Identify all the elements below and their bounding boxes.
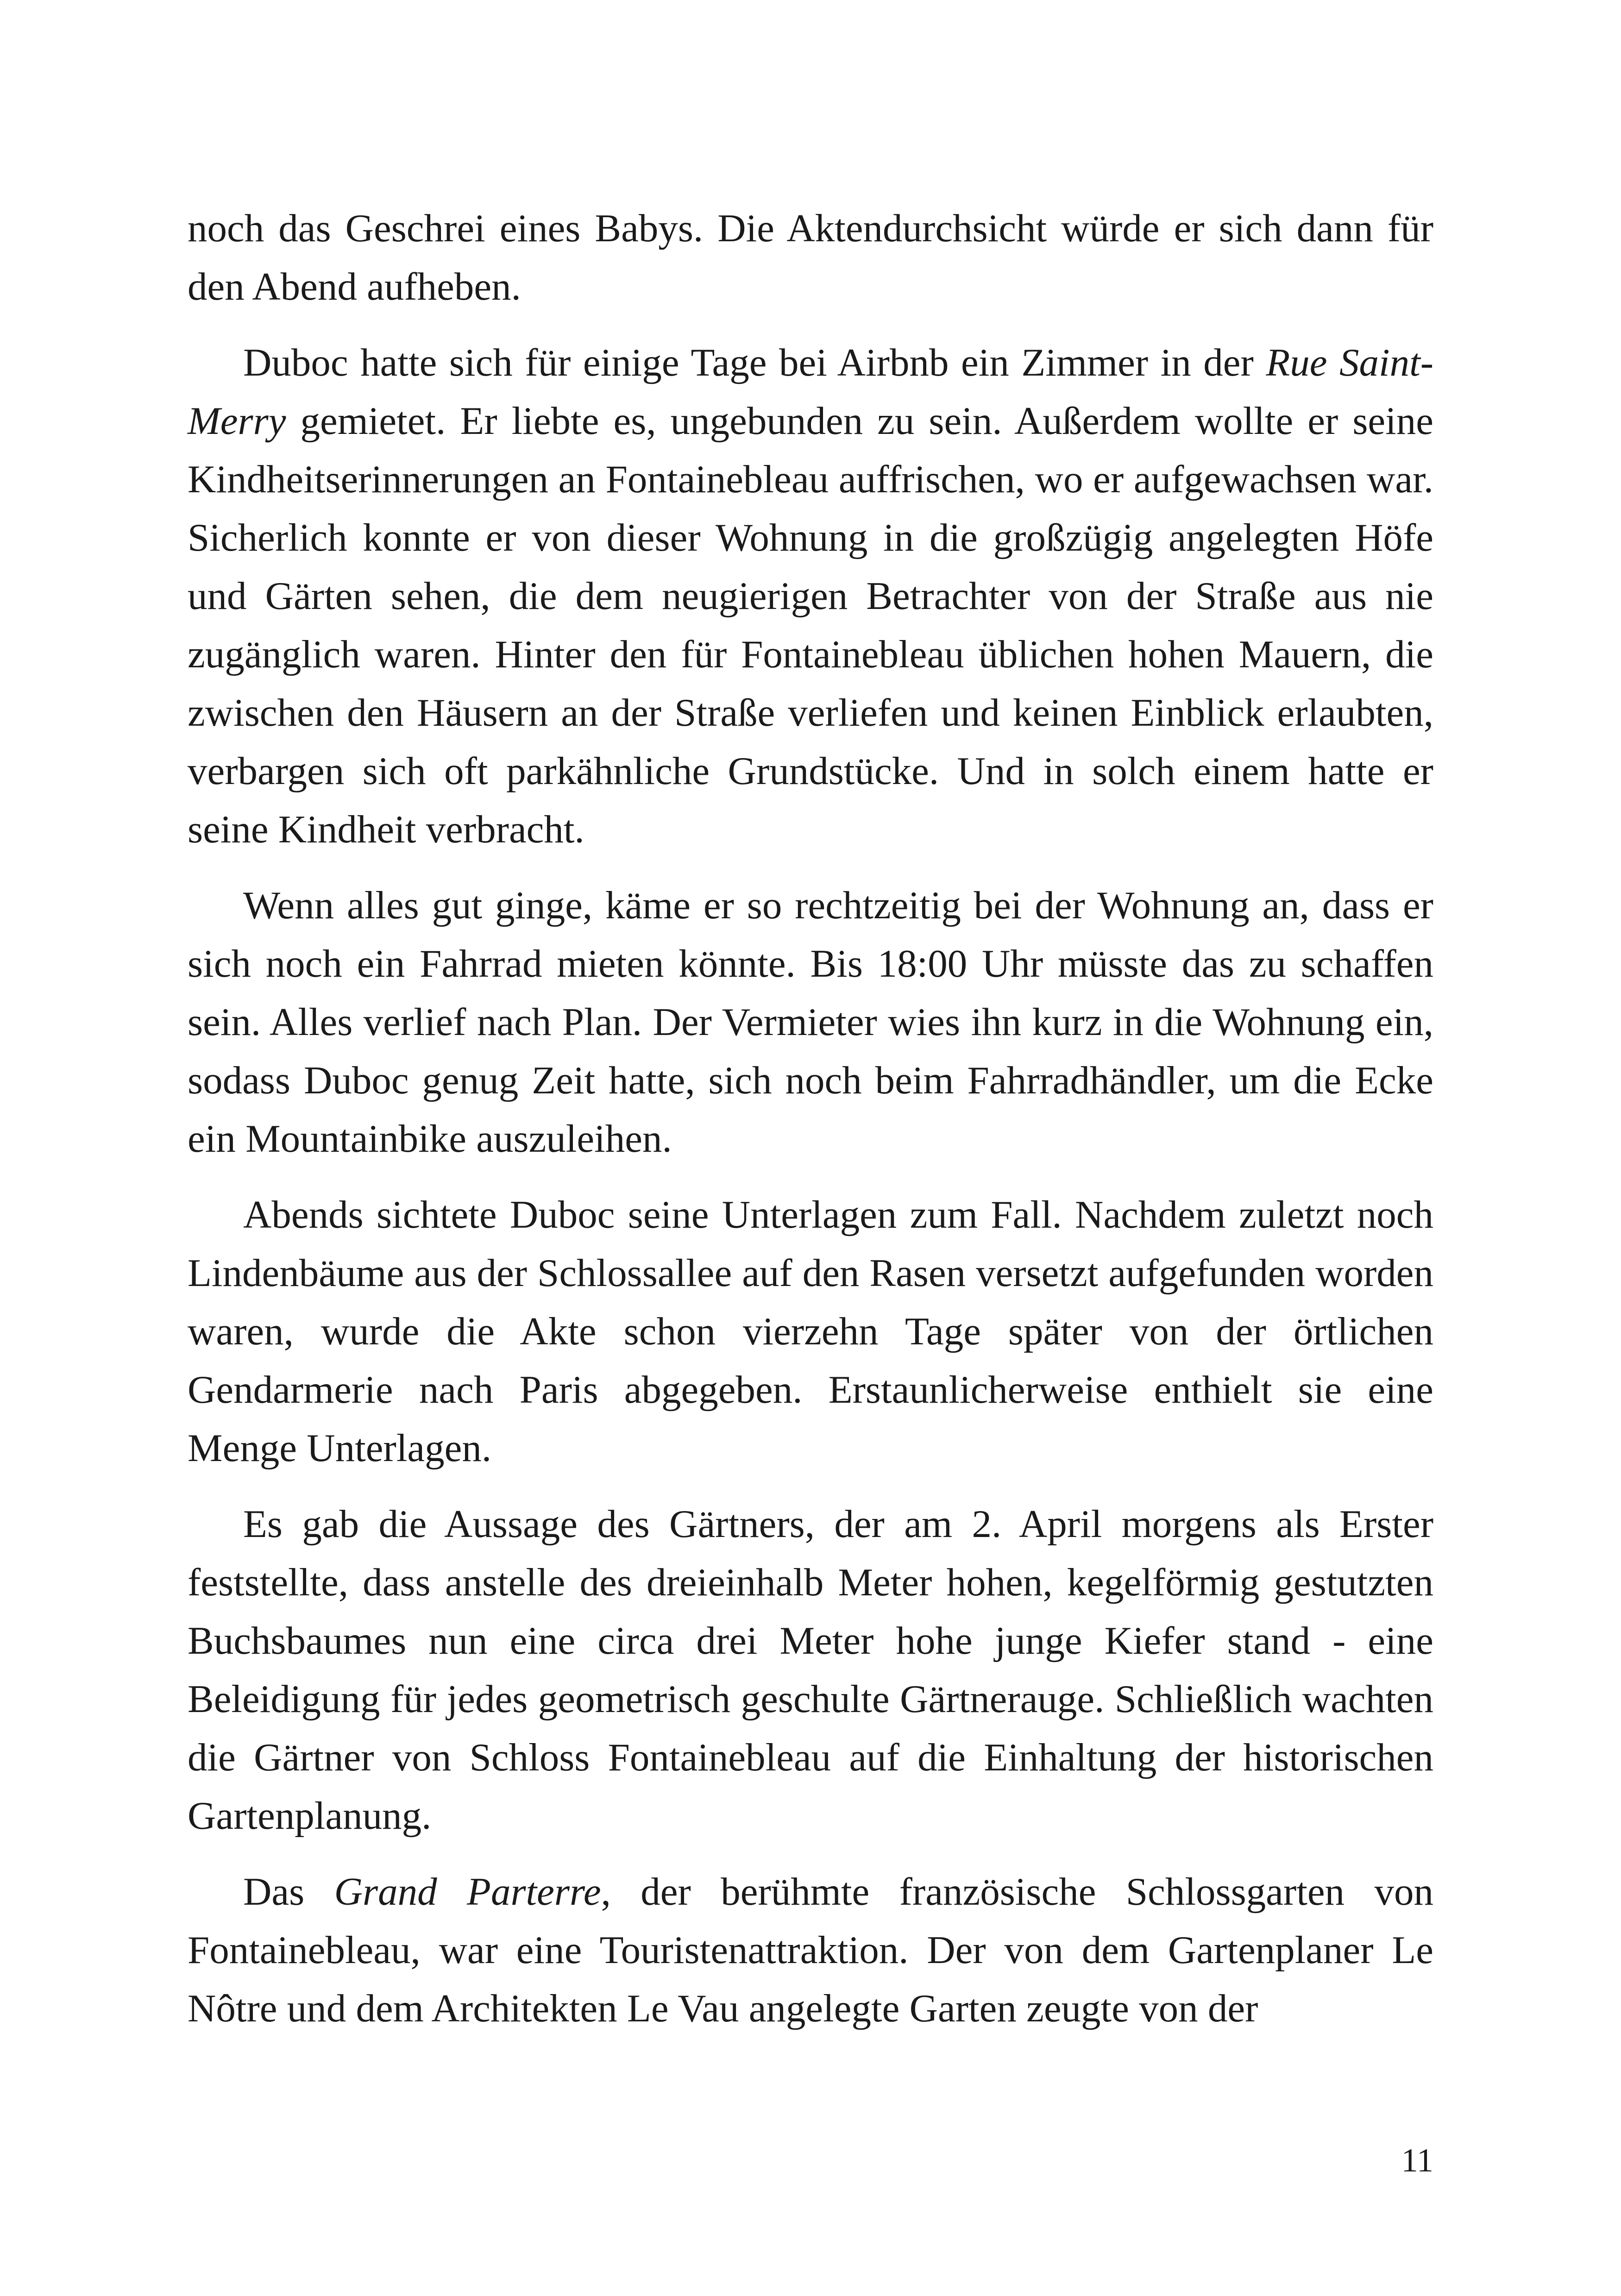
- paragraph-1: noch das Geschrei eines Babys. Die Aktendurchsicht würde er sich dann für den Abend aufheben.: [188, 207, 1433, 308]
- paragraph-5: Es gab die Aussage des Gärtners, der am 2. April morgens als Erster feststellte, dass anstelle des dreieinhalb Meter hohen, kegelförmig gestutzten Buchsbaumes nun eine circa drei Meter hohe junge Kiefer stand - eine Beleidigung für jedes geometrisch geschulte Gärtnerauge. Schließlich wachten die Gärtner von Schloss Fontainebleau auf die Einhaltung der historischen Gartenplanung.: [188, 1502, 1433, 1838]
- paragraph-4: Abends sichtete Duboc seine Unterlagen zum Fall. Nachdem zuletzt noch Lindenbäume aus der Schlossallee auf den Rasen versetzt aufgefunden worden waren, wurde die Akte schon vierzehn Tage später von der örtlichen Gendarmerie nach Paris abgegeben. Erstaunlicherweise enthielt sie eine Menge Unterlagen.: [188, 1193, 1433, 1470]
- paragraph-2-text-after: gemietet. Er liebte es, ungebunden zu sein. Außerdem wollte er seine Kindheitserinnerungen an Fontainebleau auffrischen, wo er aufgewachsen war. Sicherlich konnte er von dieser Wohnung in die großzügig angelegten Höfe und Gärten sehen, die dem neugierigen Betrachter von der Straße aus nie zugänglich waren. Hinter den für Fontainebleau üblichen hohen Mauern, die zwischen den Häusern an der Straße verliefen und keinen Einblick erlaubten, verbargen sich oft parkähnliche Grundstücke. Und in solch einem hatte er seine Kindheit verbracht.: [188, 399, 1433, 851]
- page-number: 11: [1401, 2142, 1433, 2179]
- paragraph-3: Wenn alles gut ginge, käme er so rechtzeitig bei der Wohnung an, dass er sich noch ein Fahrrad mieten könnte. Bis 18:00 Uhr müsste das zu schaffen sein. Alles verlief nach Plan. Der Vermieter wies ihn kurz in die Wohnung ein, sodass Duboc genug Zeit hatte, sich noch beim Fahrradhändler, um die Ecke ein Mountainbike auszuleihen.: [188, 884, 1433, 1161]
- garden-name-italic: Grand Parterre: [334, 1870, 601, 1913]
- body-text: [188, 199, 1433, 2055]
- paragraph-6-text-after: , der berühmte französische Schlossgarten von Fontainebleau, war eine Touristenattraktion. Der von dem Gartenplaner Le Nôtre und dem Architekten Le Vau angelegte Garten zeugte von der: [188, 1870, 1433, 2030]
- street-name-italic: Rue Saint-Merry: [188, 341, 1434, 443]
- paragraph-6-text-before: Das: [243, 1870, 334, 1913]
- paragraph-2: [188, 333, 1433, 859]
- paragraph-2-text-before: Duboc hatte sich für einige Tage bei Airbnb ein Zimmer in der: [243, 341, 1266, 384]
- paragraph-6: [188, 1863, 1433, 2038]
